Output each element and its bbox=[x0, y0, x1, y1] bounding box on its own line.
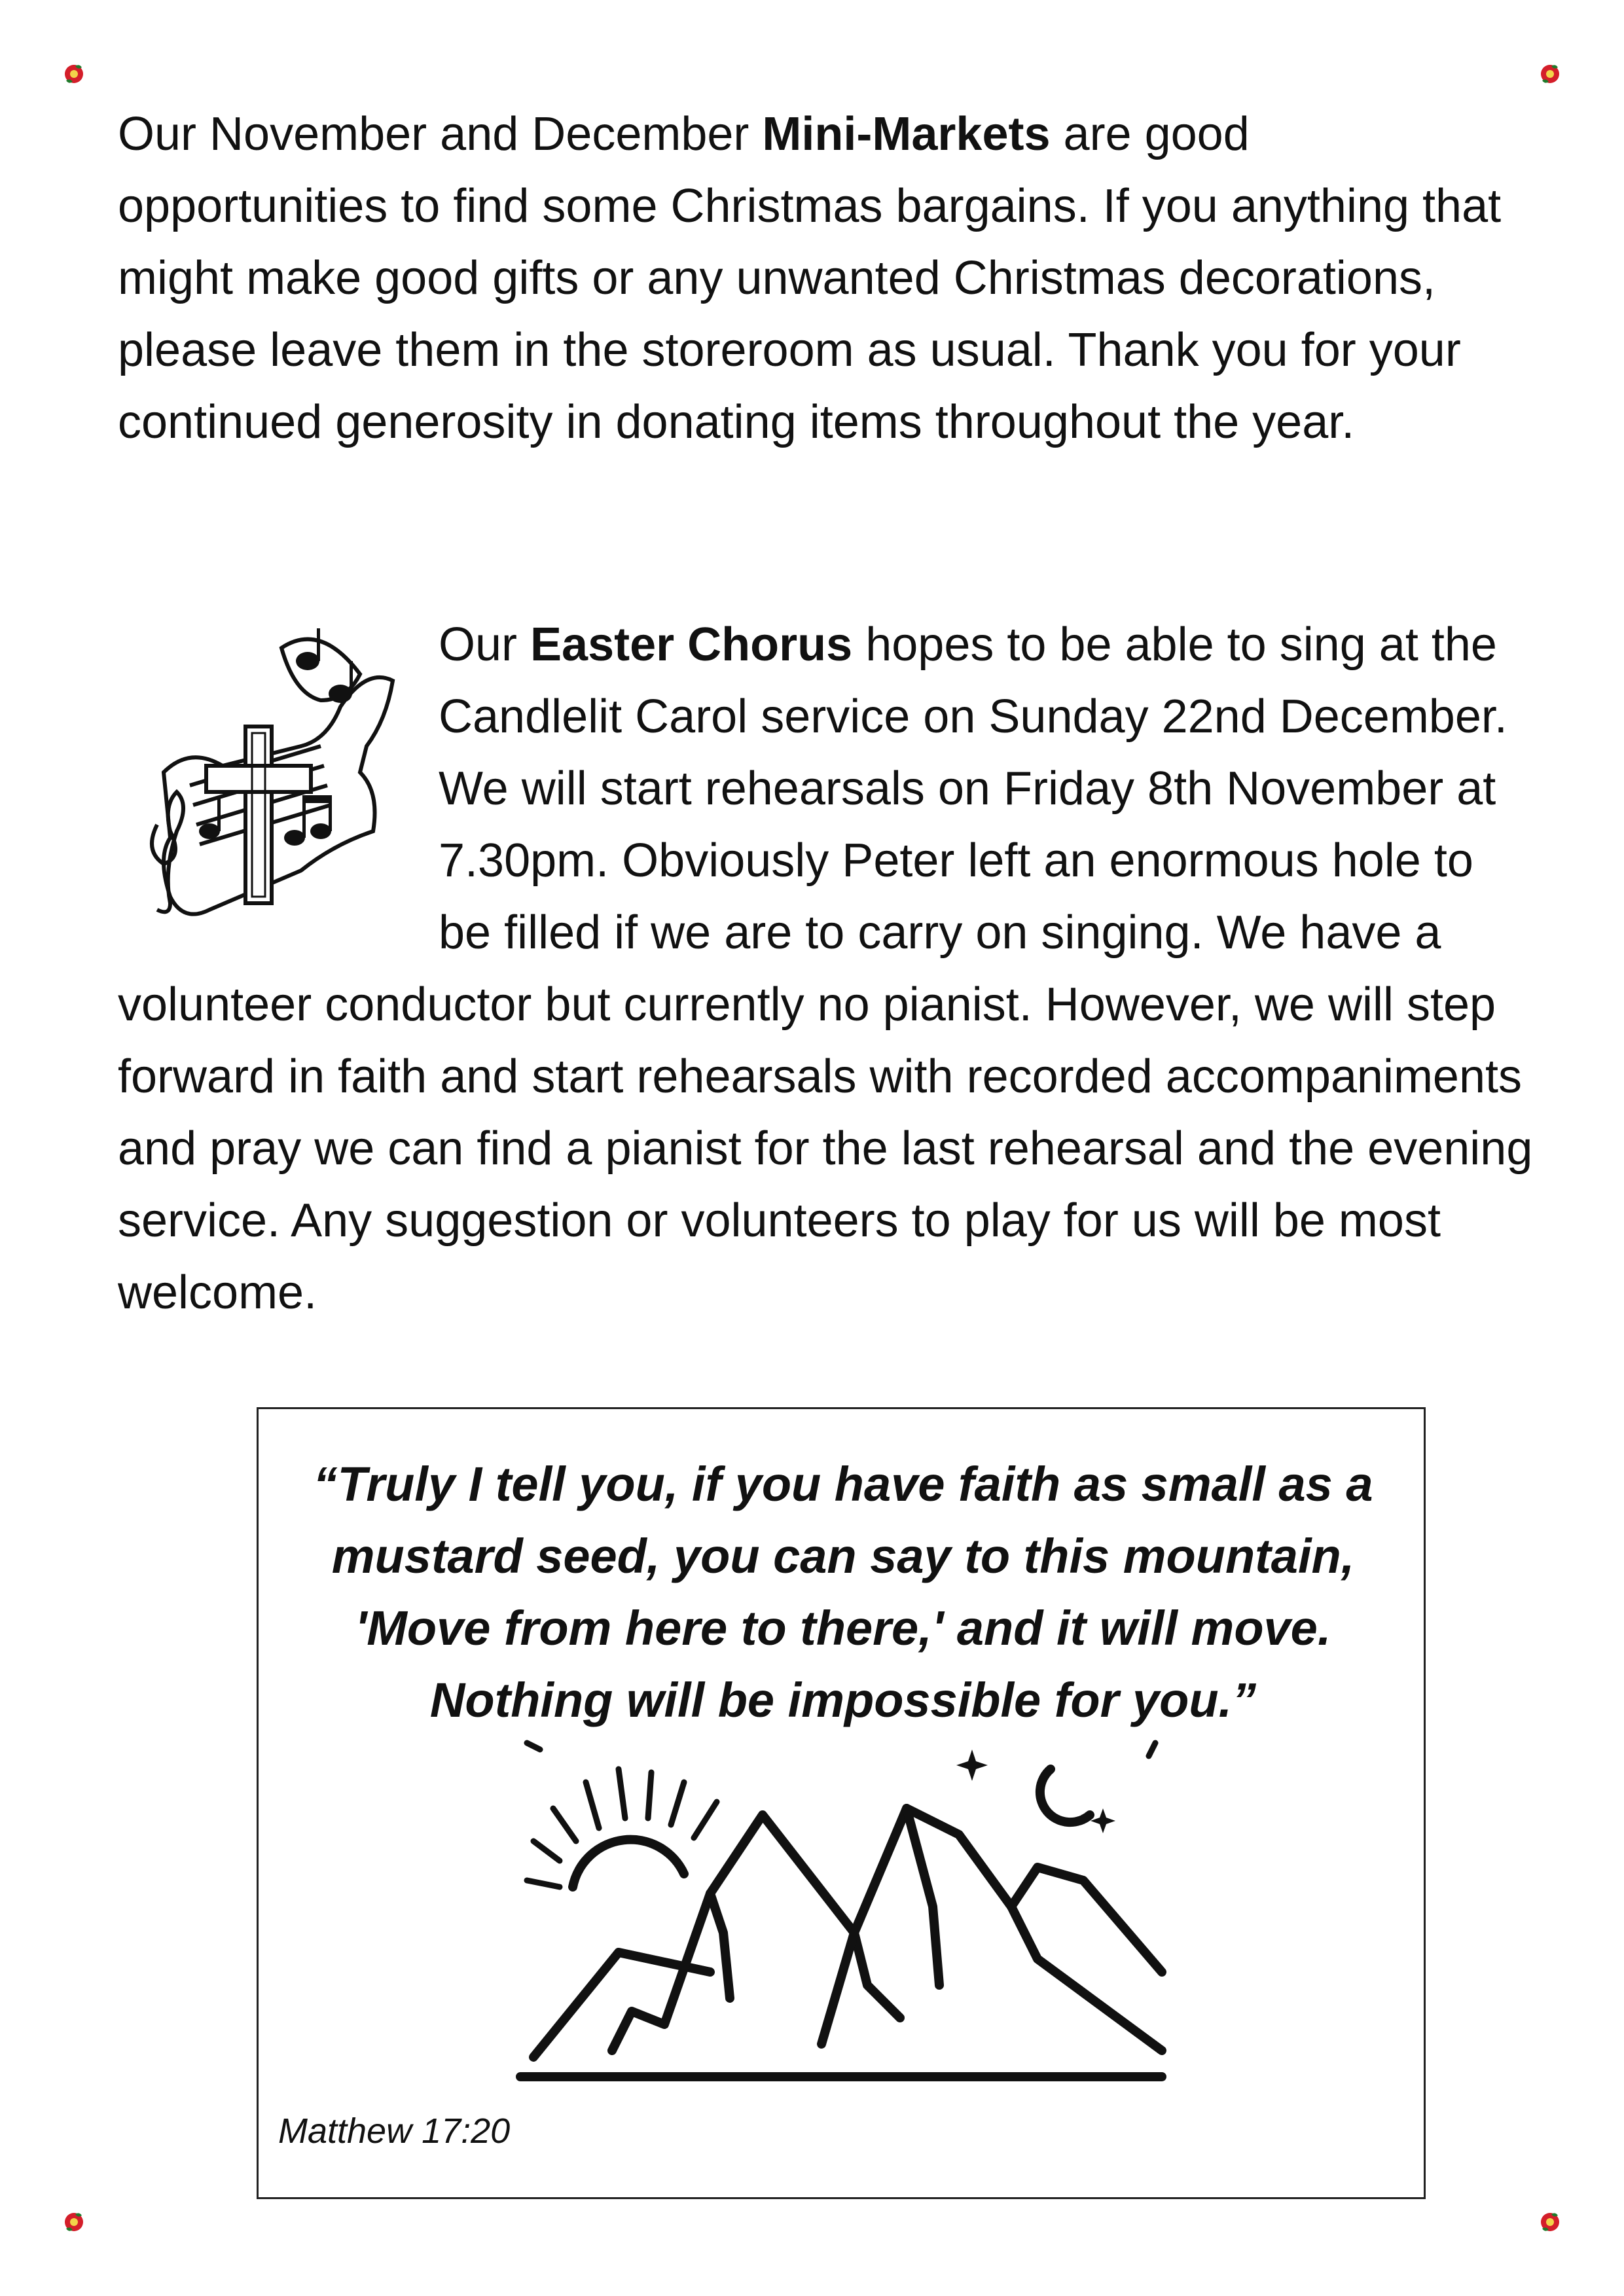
easter-chorus-intro: Our bbox=[439, 619, 531, 671]
easter-chorus-paragraph bbox=[118, 609, 1538, 1329]
easter-chorus-heading: Easter Chorus bbox=[530, 619, 853, 671]
mini-markets-paragraph bbox=[118, 98, 1532, 458]
cross-and-music-scroll-icon bbox=[111, 609, 412, 942]
mini-markets-text: are good opportunities to find some Christmas bargains. If you anything that might make good gifts or any unwanted Christmas decorations, please leave them in the storeroom as usual. Thank you for your continued generosity in donating items throughout the year. bbox=[118, 108, 1502, 448]
mountains-sun-moon-icon bbox=[514, 1736, 1168, 2103]
mini-markets-intro: Our November and December bbox=[118, 108, 763, 160]
scripture-citation: Matthew 17:20 bbox=[278, 2111, 511, 2151]
mini-markets-heading: Mini-Markets bbox=[762, 108, 1051, 160]
easter-chorus-text: hopes to be able to sing at the Candlelit Carol service on Sunday 22nd December. We will start rehearsals on Friday 8th November at 7.30pm. Obviously Peter left an enormous hole to be filled if we are to carry on singing. We have a volunteer conductor but currently no pianist. However, we will step forward in faith and start rehearsals with recorded accompaniments and pray we can find a pianist for the last rehearsal and the evening service. Any suggestion or volunteers to play for us will be most welcome. bbox=[118, 619, 1533, 1319]
scripture-quote: “Truly I tell you, if you have faith as small as a mustard seed, you can say to this mountain, 'Move from here to there,' and it will move. Nothing will be impossible for you.” bbox=[313, 1457, 1373, 1727]
scripture-quote-box bbox=[257, 1407, 1426, 2199]
